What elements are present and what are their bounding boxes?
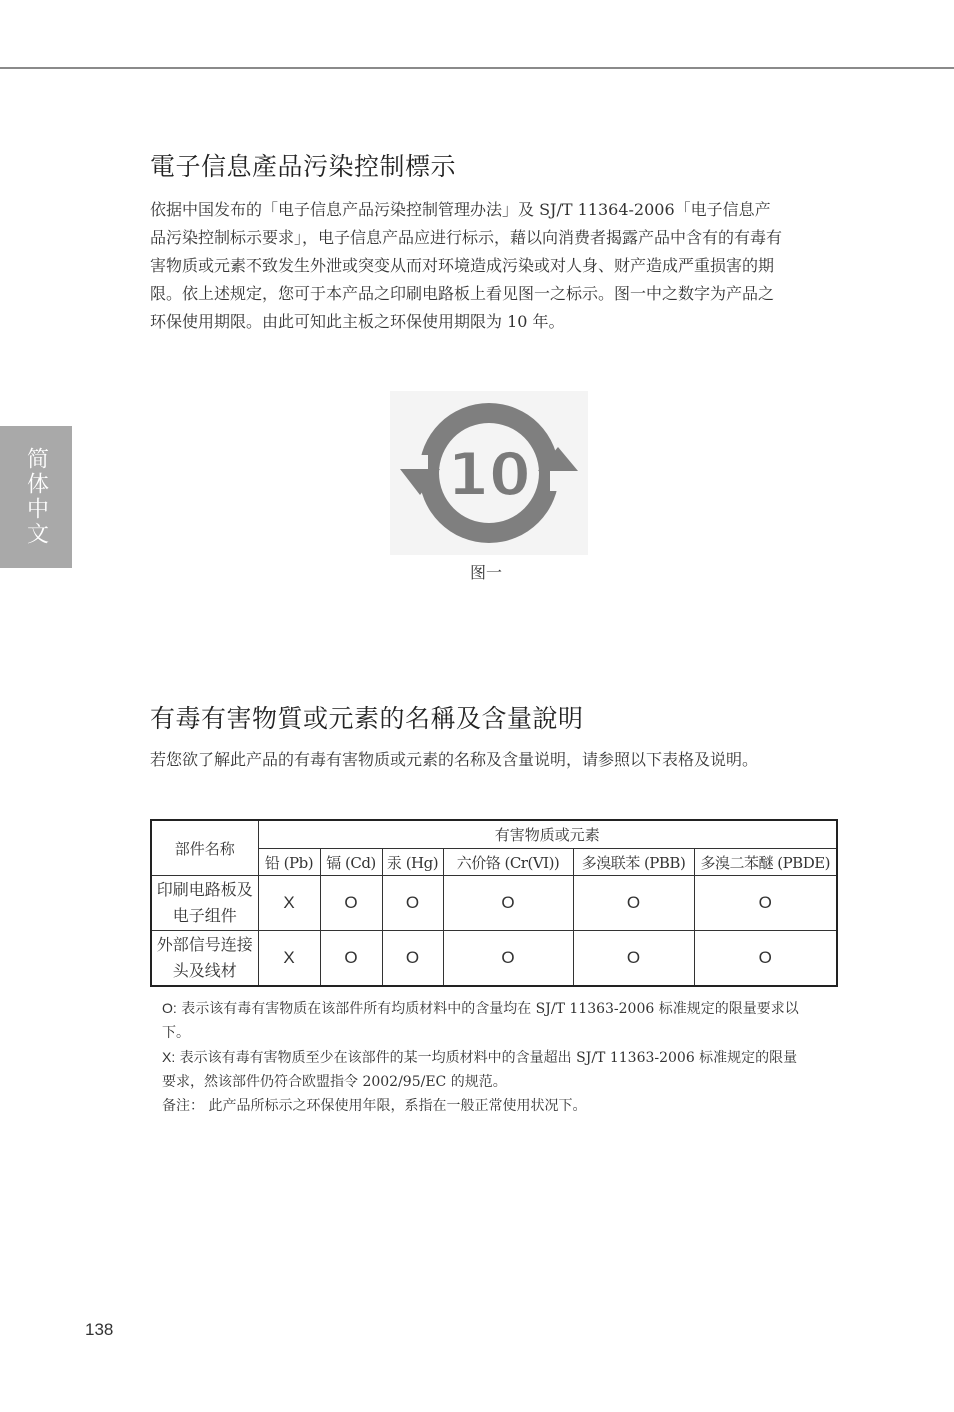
table-row: [151, 876, 837, 931]
note-x-text: 表示该有毒有害物质至少在该部件的某一均质材料中的含量超出 SJ/T 11363-2006 标准规定的限量要求，然该部件仍符合欧盟指令 2002/95/EC 的规范。: [162, 1050, 798, 1090]
hazardous-substances-paragraph: 若您欲了解此产品的有毒有害物质或元素的名称及含量说明，请参照以下表格及说明。: [150, 750, 759, 769]
pollution-control-paragraph: 依据中国发布的「电子信息产品污染控制管理办法」及 SJ/T 11364-2006「电子信息产品污染控制标示要求」，电子信息产品应进行标示，藉以向消费者揭露产品中含有的有毒有害物质或元素不致发生外泄或突变从而对环境造成污染或对人身、财产造成严重损害的期限。依上述规定，您可于本产品之印刷电路板上看见图一之标示。图一中之数字为产品之环保使用期限。由此可知此主板之环保使用期限为 10 年。: [150, 200, 783, 331]
part-name-header: 部件名称: [151, 820, 258, 876]
column-header-cr6: 六价铬 (Cr(VI)): [443, 849, 573, 876]
note-o-key: O:: [162, 1000, 177, 1016]
table-cell: O: [443, 876, 573, 931]
table-row: [151, 931, 837, 987]
note-x: [162, 1045, 802, 1094]
part-name-cell: 印刷电路板及电子组件: [151, 876, 258, 931]
note-o-text: 表示该有毒有害物质在该部件所有均质材料中的含量均在 SJ/T 11363-2006 标准规定的限量要求以下。: [162, 1001, 799, 1041]
table-cell: O: [382, 876, 443, 931]
environmental-logo: [390, 391, 588, 555]
section-title-pollution-control: 電子信息產品污染控制標示: [150, 152, 457, 181]
figure-caption: 图一: [469, 563, 502, 582]
page-number: 138: [85, 1320, 114, 1339]
column-header-hg: 汞 (Hg): [382, 849, 443, 876]
recycle-period-icon: [390, 391, 588, 555]
part-name-cell: 外部信号连接头及线材: [151, 931, 258, 987]
column-header-cd: 镉 (Cd): [320, 849, 382, 876]
table-cell: O: [573, 931, 694, 987]
top-rule: [0, 67, 954, 69]
logo-number: 10: [447, 440, 531, 510]
column-header-pbde: 多溴二苯醚 (PBDE): [694, 849, 837, 876]
note-remark: 备注： 此产品所标示之环保使用年限，系指在一般正常使用状况下。: [162, 1098, 587, 1114]
side-tab-label: 简体中文: [23, 447, 49, 547]
note-x-key: X:: [162, 1049, 176, 1065]
note-o: [162, 996, 802, 1045]
column-header-pbb: 多溴联苯 (PBB): [573, 849, 694, 876]
table-cell: O: [694, 876, 837, 931]
table-cell: O: [320, 931, 382, 987]
table-cell: X: [258, 931, 320, 987]
substance-group-header: 有害物质或元素: [258, 820, 837, 849]
table-cell: O: [573, 876, 694, 931]
table-cell: O: [443, 931, 573, 987]
table-cell: O: [320, 876, 382, 931]
column-header-pb: 铅 (Pb): [258, 849, 320, 876]
section-title-hazardous-substances: 有毒有害物質或元素的名稱及含量說明: [150, 704, 584, 733]
language-side-tab[interactable]: [0, 426, 72, 568]
table-cell: X: [258, 876, 320, 931]
hazardous-substances-table: [150, 819, 838, 987]
table-cell: O: [382, 931, 443, 987]
table-notes: [162, 996, 802, 1118]
table-cell: O: [694, 931, 837, 987]
